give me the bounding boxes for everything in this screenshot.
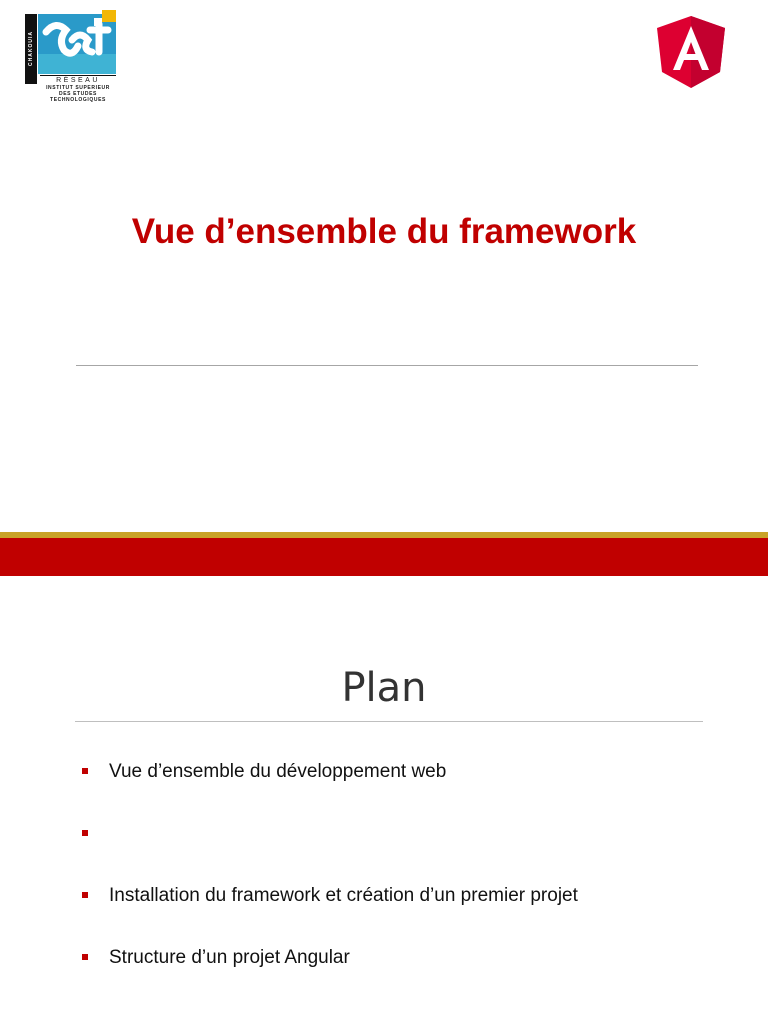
list-item-text: Installation du framework et création d’un premier projet <box>109 885 578 906</box>
list-item <box>82 946 722 1008</box>
logo-reseau-label: RÉSEAU <box>40 75 116 85</box>
plan-heading: Plan <box>341 665 427 711</box>
slide-title-heading: Vue d’ensemble du framework <box>131 212 637 251</box>
list-item <box>82 760 722 822</box>
logo-caption: INSTITUT SUPERIEUR DES ETUDES TECHNOLOGIQUES <box>46 85 110 103</box>
list-item <box>82 822 722 884</box>
square-bullet-icon <box>82 892 88 898</box>
list-item <box>82 884 722 946</box>
square-bullet-icon <box>82 954 88 960</box>
logo-vertical-word: CHAKOUIA <box>25 14 37 84</box>
title-divider <box>76 365 698 366</box>
list-item-text: Vue d’ensemble du développement web <box>109 761 447 782</box>
list-item-text: Structure d’un projet Angular <box>109 947 350 968</box>
plan-divider <box>75 721 703 722</box>
angular-logo-icon <box>655 14 727 90</box>
square-bullet-icon <box>82 830 88 836</box>
iset-logo-icon <box>24 10 124 102</box>
square-bullet-icon <box>82 768 88 774</box>
red-stripe <box>0 538 768 576</box>
plan-list <box>82 760 722 1008</box>
